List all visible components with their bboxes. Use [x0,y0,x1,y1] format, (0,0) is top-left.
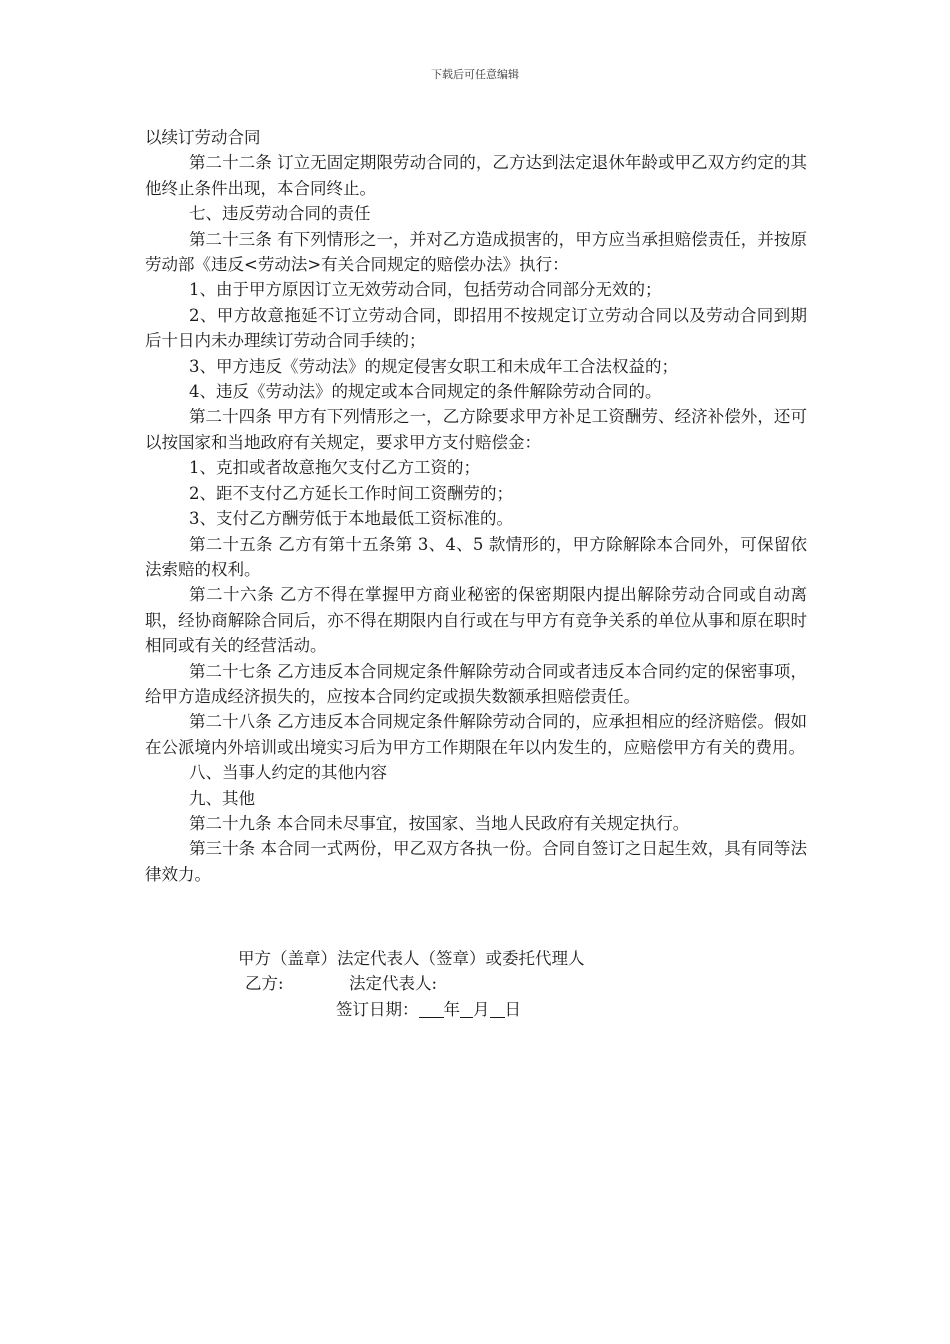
contract-paragraph: 第二十七条 乙方违反本合同规定条件解除劳动合同或者违反本合同约定的保密事项，给甲方造成经济损失的，应按本合同约定或损失数额承担赔偿责任。 [145,661,807,706]
year-blank[interactable] [419,999,444,1018]
contract-paragraph: 第三十条 本合同一式两份，甲乙双方各执一份。合同自签订之日起生效，具有同等法律效力。 [145,839,807,884]
month-blank[interactable] [460,999,473,1018]
contract-paragraph: 第二十六条 乙方不得在掌握甲方商业秘密的保密期限内提出解除劳动合同或自动离职，经协商解除合同后，亦不得在期限内自行或在与甲方有竞争关系的单位从事和原在职时相同或有关的经营活动。 [145,585,807,656]
day-blank[interactable] [490,999,505,1018]
page-header: 下载后可任意编辑 [431,68,519,81]
contract-paragraph: 4、违反《劳动法》的规定或本合同规定的条件解除劳动合同的。 [189,382,662,402]
signature-line-party-a: 甲方（盖章）法定代表人（签章）或委托代理人 [238,949,585,968]
contract-paragraph: 第二十二条 订立无固定期限劳动合同的，乙方达到法定退休年龄或甲乙双方约定的其他终止条件出现，本合同终止。 [145,153,807,198]
contract-body [145,125,807,887]
contract-paragraph: 以续订劳动合同 [145,128,261,147]
contract-paragraph: 3、甲方违反《劳动法》的规定侵害女职工和未成年工合法权益的； [189,356,678,376]
contract-paragraph: 2、距不支付乙方延长工作时间工资酬劳的； [189,483,513,503]
contract-paragraph: 2、甲方故意拖延不订立劳动合同，即招用不按规定订立劳动合同以及劳动合同到期后十日内未办理续订劳动合同手续的； [145,305,807,351]
contract-paragraph: 第二十四条 甲方有下列情形之一，乙方除要求甲方补足工资酬劳、经济补偿外，还可以按国家和当地政府有关规定，要求甲方支付赔偿金： [145,407,807,452]
contract-paragraph: 1、由于甲方原因订立无效劳动合同，包括劳动合同部分无效的； [189,280,662,300]
contract-paragraph: 九、其他 [189,788,255,808]
contract-paragraph: 第二十三条 有下列情形之一，并对乙方造成损害的，甲方应当承担赔偿责任，并按原劳动部《违反<劳动法>有关合同规定的赔偿办法》执行： [145,229,807,275]
contract-paragraph: 3、支付乙方酬劳低于本地最低工资标准的。 [189,509,513,529]
sign-date-label: 签订日期： [336,1000,419,1019]
year-label: 年 [443,1000,460,1019]
contract-paragraph: 第二十五条 乙方有第十五条第 3、4、5 款情形的，甲方除解除本合同外，可保留依法索赔的权利。 [145,534,807,579]
day-label: 日 [504,1000,521,1019]
contract-paragraph: 第二十九条 本合同未尽事宜，按国家、当地人民政府有关规定执行。 [189,813,690,833]
contract-paragraph: 1、克扣或者故意拖欠支付乙方工资的； [189,458,480,478]
signature-legal-rep-label: 法定代表人: [349,974,438,993]
contract-paragraph: 八、当事人约定的其他内容 [189,763,387,783]
contract-paragraph: 七、违反劳动合同的责任 [189,204,371,224]
sign-date-line [336,997,521,1022]
month-label: 月 [473,1000,490,1019]
signature-party-b-label: 乙方: [245,974,284,993]
contract-paragraph: 第二十八条 乙方违反本合同规定条件解除劳动合同的，应承担相应的经济赔偿。假如在公派境内外培训或出境实习后为甲方工作期限在年以内发生的，应赔偿甲方有关的费用。 [145,712,807,757]
